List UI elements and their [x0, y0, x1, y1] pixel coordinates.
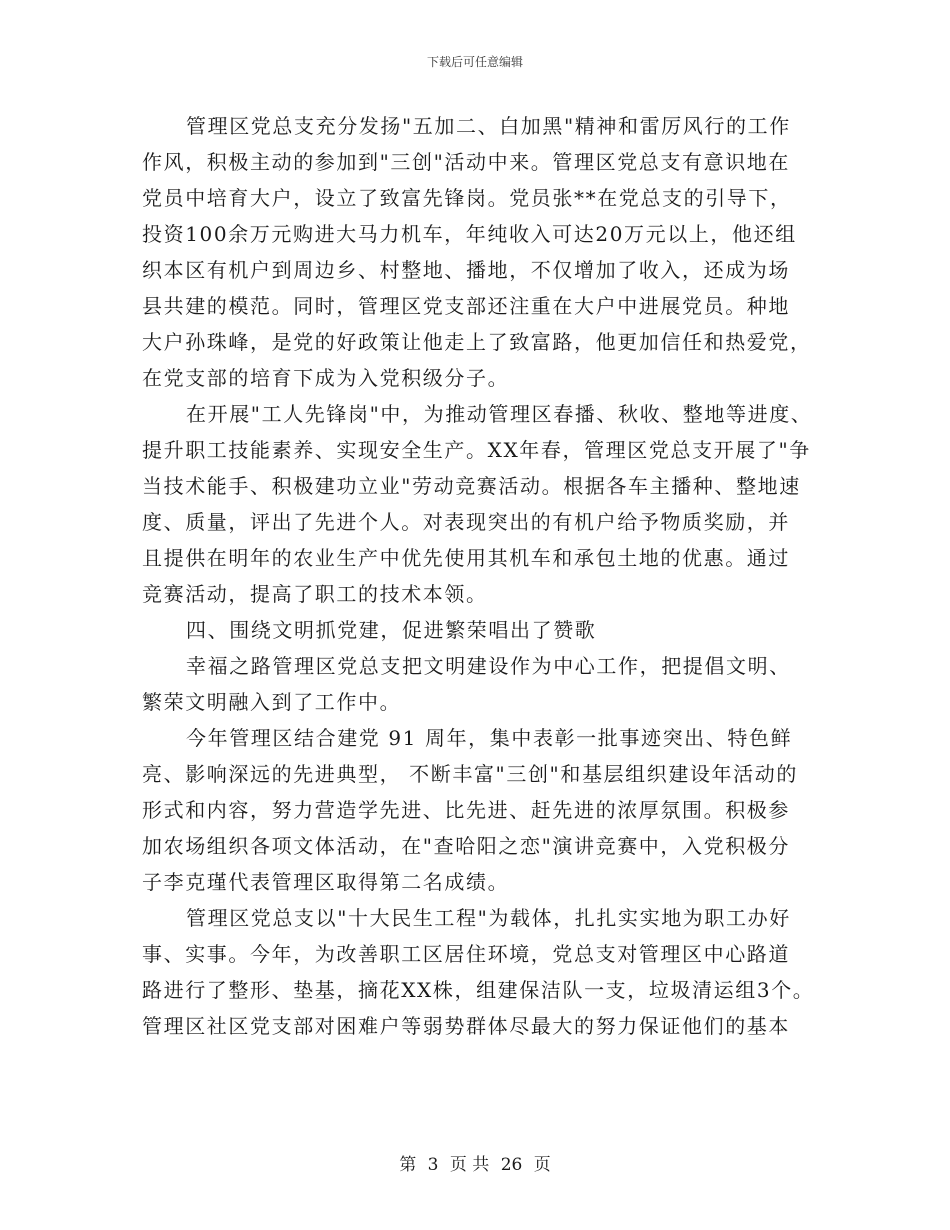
text-line: 幸福之路管理区党总支把文明建设作为中心工作，把提倡文明、 [186, 654, 791, 678]
footer-middle: 页 共 [449, 1155, 490, 1175]
text-line: 事、实事。今年，为改善职工区居住环境，党总支对管理区中心路道 [142, 942, 790, 966]
page-header: 下载后可任意编辑 [426, 55, 523, 69]
text-line: 且提供在明年的农业生产中优先使用其机车和承包土地的优惠。通过 [142, 546, 790, 570]
footer-suffix: 页 [533, 1155, 551, 1175]
text-line: 织本区有机户到周边乡、村整地、播地，不仅增加了收入，还成为场 [142, 258, 790, 282]
footer-prefix: 第 [399, 1155, 417, 1175]
text-line: 繁荣文明融入到了工作中。 [142, 690, 402, 714]
page-footer [0, 1153, 950, 1177]
text-line: 加农场组织各项文体活动，在"查哈阳之恋"演讲竞赛中，入党积极分 [142, 834, 790, 858]
text-line: 当技术能手、积极建功立业"劳动竞赛活动。根据各车主播种、整地速 [142, 474, 801, 498]
text-line: 大户孙珠峰，是党的好政策让他走上了致富路，他更加信任和热爱党， [142, 330, 812, 354]
text-line: 度、质量，评出了先进个人。对表现突出的有机户给予物质奖励，并 [142, 510, 790, 534]
text-line: 县共建的模范。同时，管理区党支部还注重在大户中进展党员。种地 [142, 294, 790, 318]
text-line: 管理区党总支充分发扬"五加二、白加黑"精神和雷厉风行的工作 [186, 114, 791, 138]
text-line: 竞赛活动，提高了职工的技术本领。 [142, 582, 488, 606]
text-line: 形式和内容，努力营造学先进、比先进、赶先进的浓厚氛围。积极参 [142, 798, 790, 822]
text-line: 路进行了整形、垫基，摘花XX株，组建保洁队一支，垃圾清运组3个。 [142, 978, 814, 1002]
text-line: 作风，积极主动的参加到"三创"活动中来。管理区党总支有意识地在 [142, 150, 790, 174]
text-line: 在开展"工人先锋岗"中，为推动管理区春播、秋收、整地等进度、 [186, 402, 813, 426]
footer-page-number: 3 [427, 1155, 439, 1175]
text-line: 子李克瑾代表管理区取得第二名成绩。 [142, 870, 510, 894]
text-line: 亮、影响深远的先进典型， 不断丰富"三创"和基层组织建设年活动的 [142, 762, 798, 786]
text-line: 在党支部的培育下成为入党积级分子。 [142, 366, 510, 390]
body-text [142, 108, 814, 1044]
text-line: 管理区党总支以"十大民生工程"为载体，扎扎实实地为职工办好 [186, 906, 791, 930]
text-line: 管理区社区党支部对困难户等弱势群体尽最大的努力保证他们的基本 [142, 1014, 790, 1038]
text-line: 四、围绕文明抓党建，促进繁荣唱出了赞歌 [186, 618, 597, 642]
text-line: 投资100余万元购进大马力机车，年纯收入可达20万元以上，他还组 [142, 222, 797, 246]
footer-total-pages: 26 [500, 1155, 523, 1175]
text-line: 党员中培育大户，设立了致富先锋岗。党员张**在党总支的引导下， [142, 186, 792, 210]
text-line: 提升职工技能素养、实现安全生产。XX年春，管理区党总支开展了"争 [142, 438, 811, 462]
text-line: 今年管理区结合建党 91 周年，集中表彰一批事迹突出、特色鲜 [186, 726, 793, 750]
